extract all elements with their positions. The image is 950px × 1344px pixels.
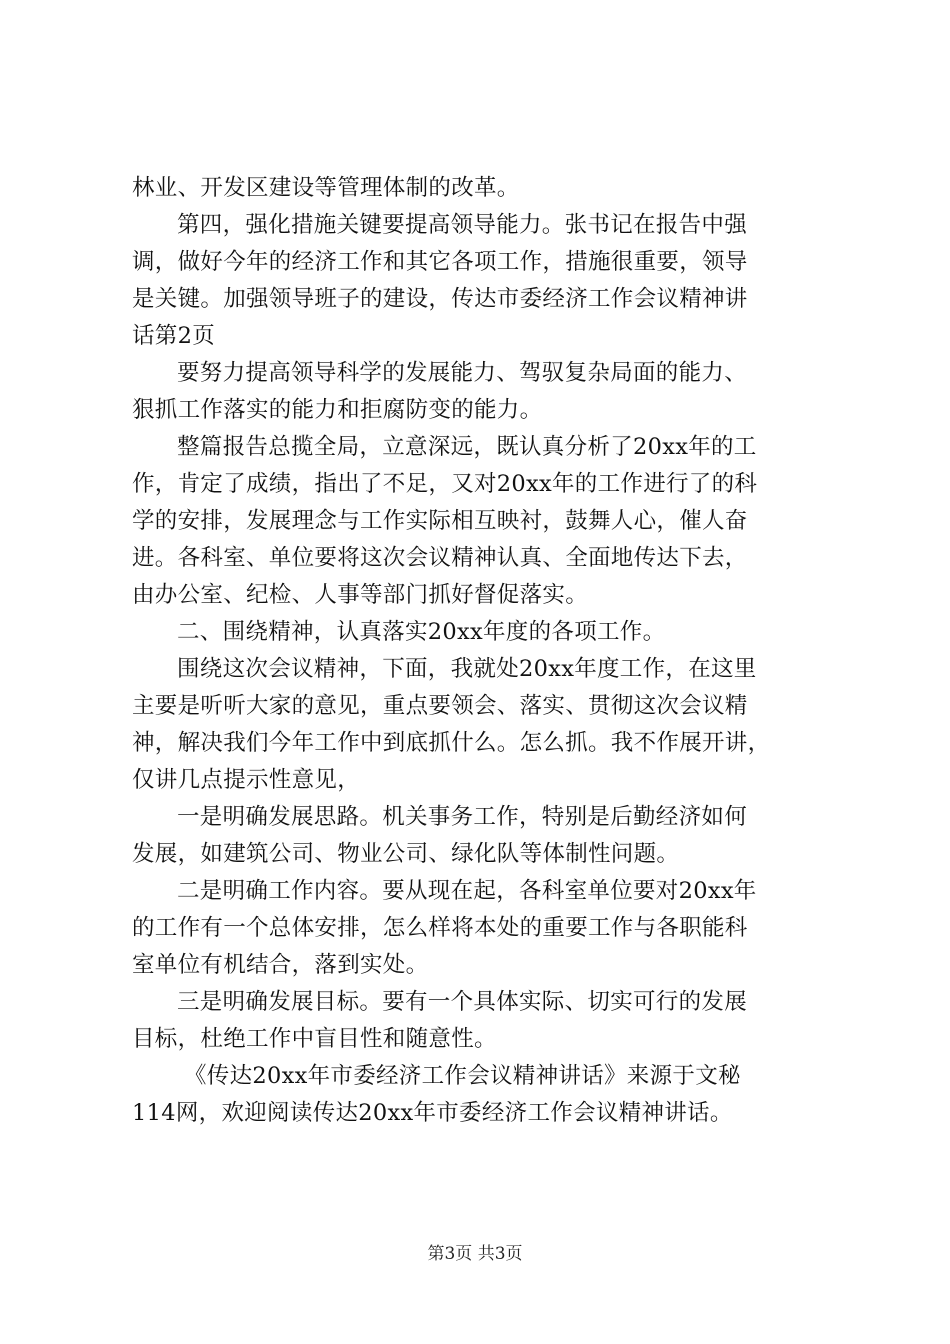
text-line: 仅讲几点提示性意见， — [132, 767, 361, 793]
text-line: 围绕这次会议精神，下面，我就处20xx年度工作，在这里 — [177, 656, 757, 682]
section-heading: 二、围绕精神，认真落实20xx年度的各项工作。 — [177, 619, 666, 645]
text-line: 114网，欢迎阅读传达20xx年市委经济工作会议精神讲话。 — [132, 1100, 733, 1126]
text-line: 作，肯定了成绩，指出了不足，又对20xx年的工作进行了的科 — [132, 471, 758, 497]
text-line: 目标，杜绝工作中盲目性和随意性。 — [132, 1026, 497, 1052]
text-line: 的工作有一个总体安排，怎么样将本处的重要工作与各职能科 — [132, 915, 748, 941]
page-footer: 第3页 共3页 — [427, 1244, 523, 1264]
text-line: 主要是听听大家的意见，重点要领会、落实、贯彻这次会议精 — [132, 693, 748, 719]
text-line: 学的安排，发展理念与工作实际相互映衬，鼓舞人心，催人奋 — [132, 508, 748, 534]
text-line: 林业、开发区建设等管理体制的改革。 — [132, 175, 520, 201]
text-line: 三是明确发展目标。要有一个具体实际、切实可行的发展 — [177, 989, 748, 1015]
text-line: 狠抓工作落实的能力和拒腐防变的能力。 — [132, 397, 543, 423]
text-line: 《传达20xx年市委经济工作会议精神讲话》来源于文秘 — [184, 1063, 741, 1089]
text-line: 是关键。加强领导班子的建设，传达市委经济工作会议精神讲 — [132, 286, 748, 312]
text-line: 整篇报告总揽全局，立意深远，既认真分析了20xx年的工 — [177, 434, 757, 460]
text-line: 话第2页 — [132, 323, 216, 349]
text-line: 第四，强化措施关键要提高领导能力。张书记在报告中强 — [177, 212, 748, 238]
text-line: 发展，如建筑公司、物业公司、绿化队等体制性问题。 — [132, 841, 680, 867]
text-line: 神，解决我们今年工作中到底抓什么。怎么抓。我不作展开讲， — [132, 730, 771, 756]
text-line: 进。各科室、单位要将这次会议精神认真、全面地传达下去， — [132, 545, 748, 571]
text-line: 一是明确发展思路。机关事务工作，特别是后勤经济如何 — [177, 804, 748, 830]
document-body — [132, 170, 832, 1132]
text-line: 室单位有机结合，落到实处。 — [132, 952, 429, 978]
text-line: 调，做好今年的经济工作和其它各项工作，措施很重要，领导 — [132, 249, 748, 275]
text-line: 要努力提高领导科学的发展能力、驾驭复杂局面的能力、 — [177, 360, 748, 386]
text-line: 由办公室、纪检、人事等部门抓好督促落实。 — [132, 582, 589, 608]
text-line: 二是明确工作内容。要从现在起，各科室单位要对20xx年 — [177, 878, 757, 904]
